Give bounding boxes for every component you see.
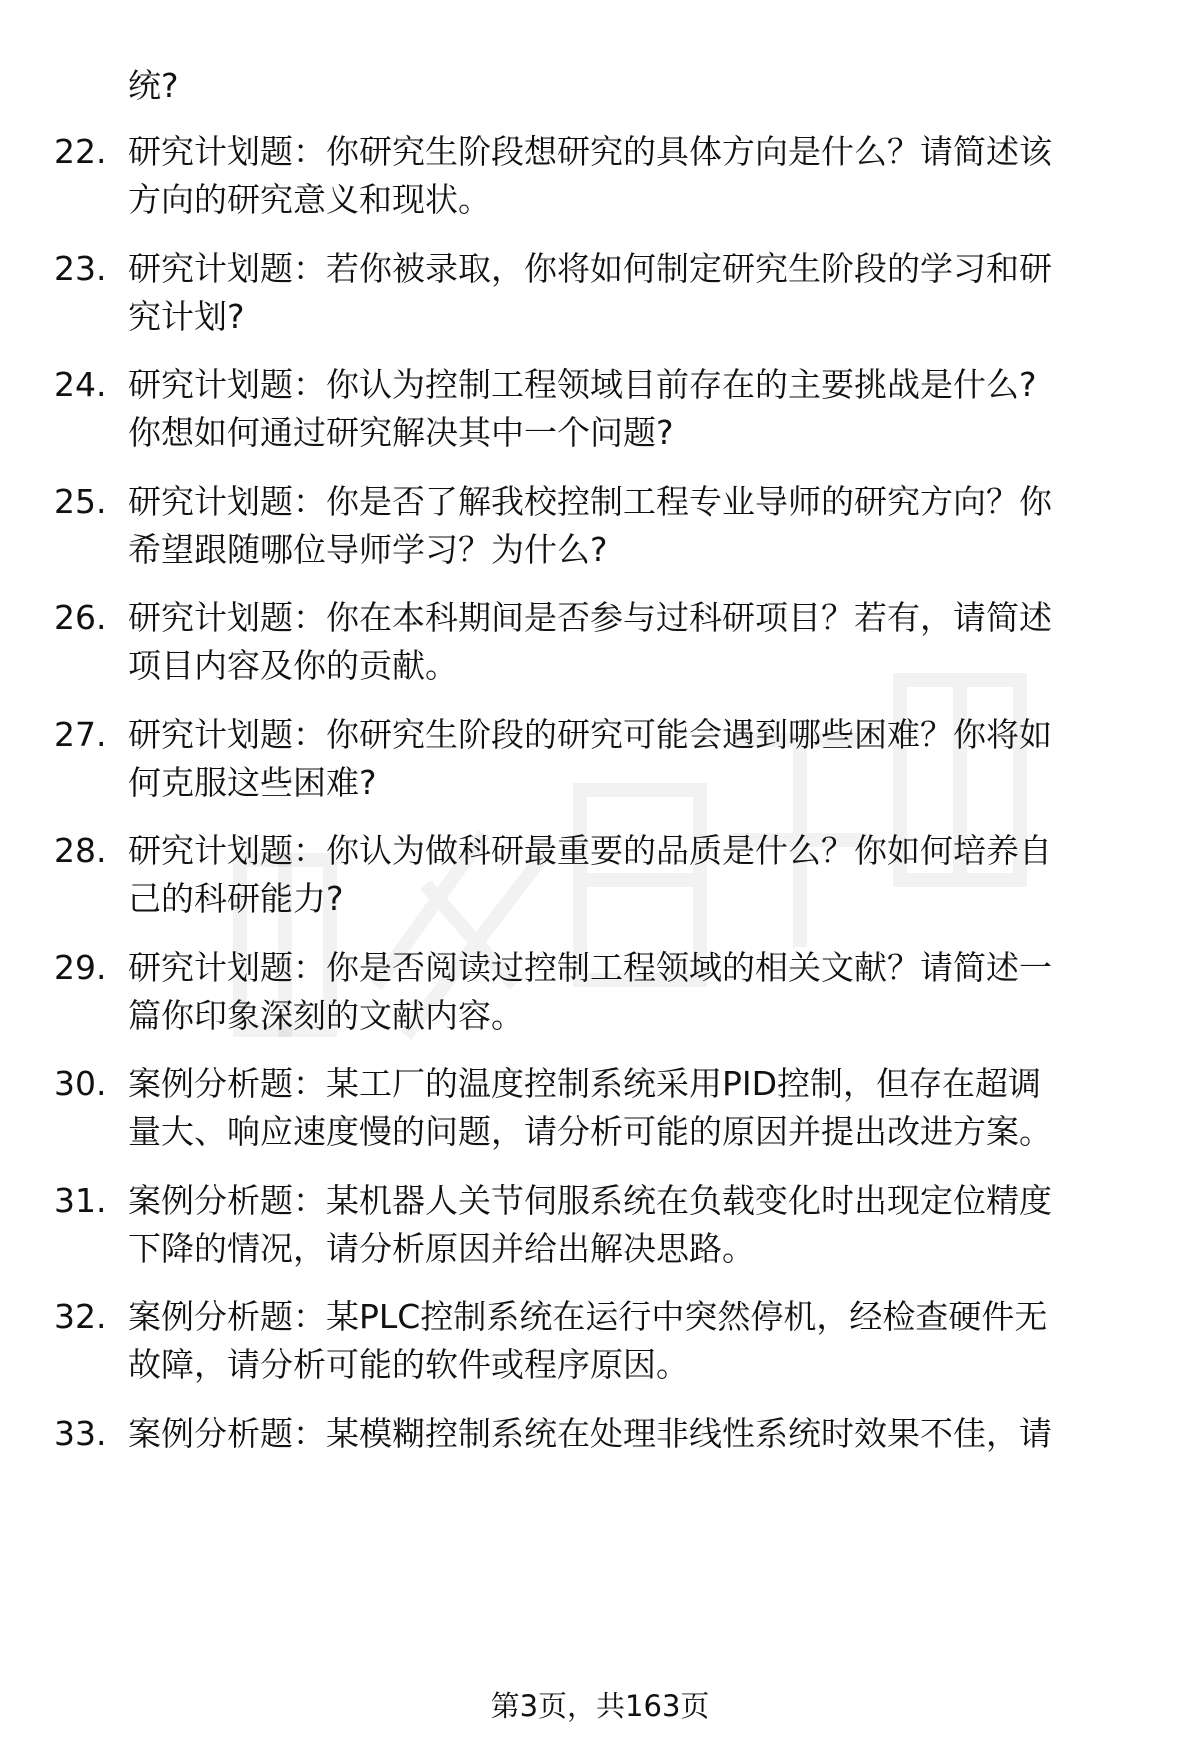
- question-text-line: 研究计划题：你是否了解我校控制工程专业导师的研究方向？你: [128, 482, 1052, 521]
- question-text: [128, 1410, 1148, 1458]
- question-text: [128, 711, 1148, 807]
- question-number: 30.: [54, 1064, 107, 1103]
- page-footer: 第3页，共163页: [490, 1689, 710, 1723]
- question-text-line: 研究计划题：你认为做科研最重要的品质是什么？你如何培养自: [128, 831, 1052, 870]
- question-text-line: 案例分析题：某机器人关节伺服系统在负载变化时出现定位精度: [128, 1181, 1052, 1220]
- question-text-line: 研究计划题：你研究生阶段的研究可能会遇到哪些困难？你将如: [128, 715, 1052, 754]
- question-text-line: 研究计划题：你在本科期间是否参与过科研项目？若有，请简述: [128, 598, 1052, 637]
- question-text-line: 故障，请分析可能的软件或程序原因。: [128, 1345, 689, 1384]
- question-text-line: 研究计划题：你是否阅读过控制工程领域的相关文献？请简述一: [128, 948, 1052, 987]
- question-number: 28.: [54, 831, 107, 870]
- question-text-line: 你想如何通过研究解决其中一个问题?: [128, 413, 674, 452]
- question-text-line: 希望跟随哪位导师学习？为什么?: [128, 530, 608, 569]
- question-number: 27.: [54, 715, 107, 754]
- question-number: 32.: [54, 1297, 107, 1336]
- question-text-line: 案例分析题：某工厂的温度控制系统采用PID控制，但存在超调: [128, 1064, 1042, 1103]
- question-text: [128, 1177, 1148, 1273]
- question-text-line: 研究计划题：若你被录取，你将如何制定研究生阶段的学习和研: [128, 249, 1052, 288]
- question-number: 33.: [54, 1414, 107, 1453]
- question-text-line: 下降的情况，请分析原因并给出解决思路。: [128, 1229, 755, 1268]
- question-number: 23.: [54, 249, 107, 288]
- question-number: 26.: [54, 598, 107, 637]
- question-text-line: 案例分析题：某模糊控制系统在处理非线性系统时效果不佳，请: [128, 1414, 1052, 1453]
- question-number: 24.: [54, 365, 107, 404]
- question-text: [128, 128, 1148, 224]
- question-number: 31.: [54, 1181, 107, 1220]
- question-text: [128, 944, 1148, 1040]
- question-text-line: 案例分析题：某PLC控制系统在运行中突然停机，经检查硬件无: [128, 1297, 1048, 1336]
- question-text: [128, 1060, 1148, 1156]
- question-number: 29.: [54, 948, 107, 987]
- continuation-text: 统?: [128, 66, 179, 105]
- question-number: 25.: [54, 482, 107, 521]
- question-number: 22.: [54, 132, 107, 171]
- question-text-line: 项目内容及你的贡献。: [128, 646, 458, 685]
- question-text: [128, 361, 1148, 457]
- question-text-line: 篇你印象深刻的文献内容。: [128, 996, 524, 1035]
- question-text-line: 研究计划题：你研究生阶段想研究的具体方向是什么？请简述该: [128, 132, 1052, 171]
- question-text-line: 量大、响应速度慢的问题，请分析可能的原因并提出改进方案。: [128, 1112, 1052, 1151]
- question-text-line: 方向的研究意义和现状。: [128, 180, 491, 219]
- question-text-line: 究计划?: [128, 297, 245, 336]
- question-text-line: 研究计划题：你认为控制工程领域目前存在的主要挑战是什么?: [128, 365, 1037, 404]
- question-text: [128, 594, 1148, 690]
- question-text: [128, 827, 1148, 923]
- question-text-line: 何克服这些困难?: [128, 763, 377, 802]
- question-text: [128, 1293, 1148, 1389]
- question-text: [128, 245, 1148, 341]
- question-text-line: 己的科研能力?: [128, 879, 344, 918]
- question-text: [128, 478, 1148, 574]
